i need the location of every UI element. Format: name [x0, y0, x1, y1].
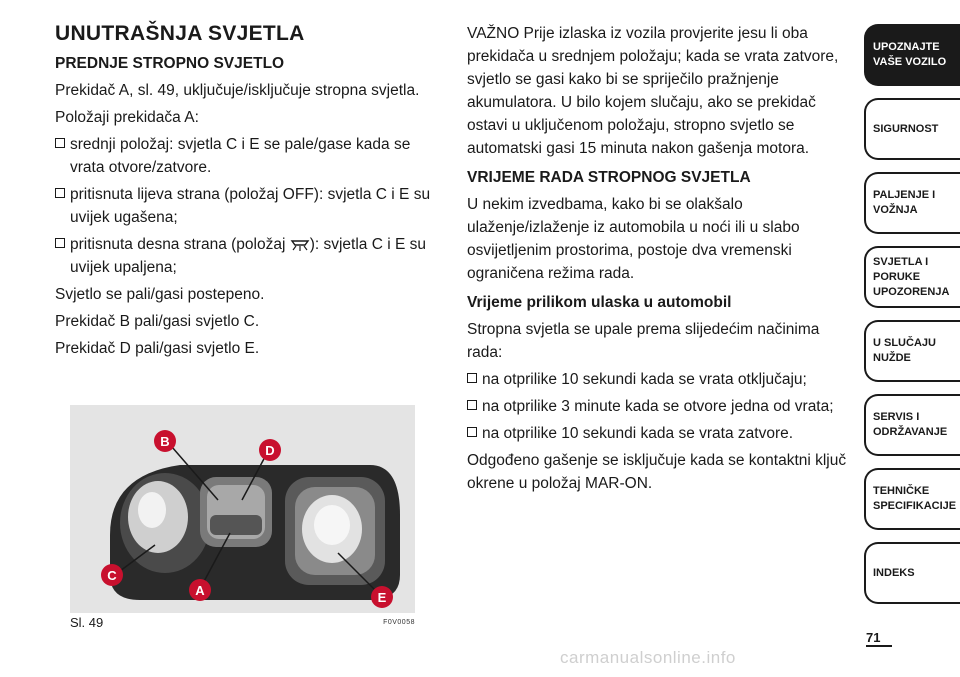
bullet-item: [55, 183, 440, 229]
checkbox-bullet-icon: [467, 373, 477, 383]
ceiling-lamp-icon: [290, 238, 310, 252]
bullet-item: [55, 133, 440, 179]
figure-code: F0V0058: [383, 619, 415, 626]
callout-label-a: [189, 579, 211, 601]
left-column: [55, 22, 440, 364]
paragraph: Prekidač A, sl. 49, uključuje/isključuje stropna svjetla.: [55, 82, 420, 99]
callout-label-c: [101, 564, 123, 586]
callout-label-e: [371, 586, 393, 608]
tab-indeks[interactable]: INDEKS: [864, 542, 960, 604]
subsection-title: Vrijeme prilikom ulaska u automobil: [467, 294, 732, 311]
checkbox-bullet-icon: [55, 238, 65, 248]
checkbox-bullet-icon: [467, 427, 477, 437]
right-column: [467, 22, 857, 499]
subsection-title: VRIJEME RADA STROPNOG SVJETLA: [467, 169, 751, 186]
tab-svjetla-i-poruke[interactable]: SVJETLA I PORUKE UPOZORENJA: [864, 246, 960, 308]
watermark: carmanualsonline.info: [560, 648, 736, 667]
svg-text:D: D: [265, 443, 275, 458]
paragraph: Odgođeno gašenje se isključuje kada se kontaktni ključ okrene u položaj MAR-ON.: [467, 452, 847, 492]
paragraph: Stropna svjetla se upale prema slijedećim načinima rada:: [467, 321, 820, 361]
bullet-text: na otprilike 3 minute kada se otvore jedna od vrata;: [482, 398, 834, 415]
svg-text:E: E: [377, 590, 387, 605]
figure-caption: Sl. 49: [70, 615, 104, 630]
chapter-tabs: [864, 24, 960, 616]
tab-sigurnost[interactable]: SIGURNOST: [864, 98, 960, 160]
figure-49: [70, 405, 415, 630]
subsection-title: PREDNJE STROPNO SVJETLO: [55, 55, 285, 72]
paragraph: Svjetlo se pali/gasi postepeno.: [55, 286, 265, 303]
checkbox-bullet-icon: [55, 188, 65, 198]
svg-text:C: C: [107, 568, 117, 583]
paragraph: Prekidač D pali/gasi svjetlo E.: [55, 340, 260, 357]
callout-label-d: [259, 439, 281, 461]
bullet-item: [55, 233, 440, 279]
svg-text:B: B: [160, 434, 170, 449]
bullet-text: pritisnuta lijeva strana (položaj OFF): svjetla C i E su uvijek ugašena;: [70, 186, 431, 226]
checkbox-bullet-icon: [467, 400, 477, 410]
figure-image: [70, 405, 415, 613]
important-note: VAŽNO Prije izlaska iz vozila provjerite jesu li oba prekidača u srednjem položaju; kada se vrata zatvore, svjetlo se gasi kako bi se spriječilo pražnjenje akumulatora. U bilo kojem slučaju, ako se prekidač ostavi u uključenom položaju, stropno svjetlo se automatski gasi 15 minuta nakon gašenja motora.: [467, 25, 839, 157]
tab-servis-i-odrzavanje[interactable]: SERVIS I ODRŽAVANJE: [864, 394, 960, 456]
page-number-underline: [866, 645, 892, 647]
bullet-item: [467, 422, 857, 445]
tab-tehnicke-specifikacije[interactable]: TEHNIČKE SPECIFIKACIJE: [864, 468, 960, 530]
bullet-text: na otprilike 10 sekundi kada se vrata zatvore.: [482, 425, 794, 442]
bullet-text: srednji položaj: svjetla C i E se pale/gase kada se vrata otvore/zatvore.: [70, 136, 411, 176]
bullet-text: na otprilike 10 sekundi kada se vrata otključaju;: [482, 371, 807, 388]
bullet-text: ): svjetla C i E su uvijek upaljena;: [70, 236, 426, 276]
paragraph: U nekim izvedbama, kako bi se olakšalo ulaženje/izlaženje iz automobila u noći ili u slabo osvijetljenim prostorima, postoje dva vremenski ograničena režima rada.: [467, 196, 800, 282]
tab-paljenje-i-voznja[interactable]: PALJENJE I VOŽNJA: [864, 172, 960, 234]
bullet-item: [467, 368, 857, 391]
svg-text:A: A: [195, 583, 205, 598]
tab-u-slucaju-nuzde[interactable]: U SLUČAJU NUŽDE: [864, 320, 960, 382]
bullet-item: [467, 395, 857, 418]
ceiling-light-illustration: [70, 405, 415, 613]
checkbox-bullet-icon: [55, 138, 65, 148]
section-title: UNUTRAŠNJA SVJETLA: [55, 22, 305, 45]
page-number: 71: [866, 630, 881, 645]
paragraph: Prekidač B pali/gasi svjetlo C.: [55, 313, 260, 330]
tab-upoznajte-vase-vozilo[interactable]: UPOZNAJTE VAŠE VOZILO: [864, 24, 960, 86]
paragraph: Položaji prekidača A:: [55, 109, 199, 126]
bullet-text: pritisnuta desna strana (položaj: [70, 236, 290, 253]
callout-label-b: [154, 430, 176, 452]
